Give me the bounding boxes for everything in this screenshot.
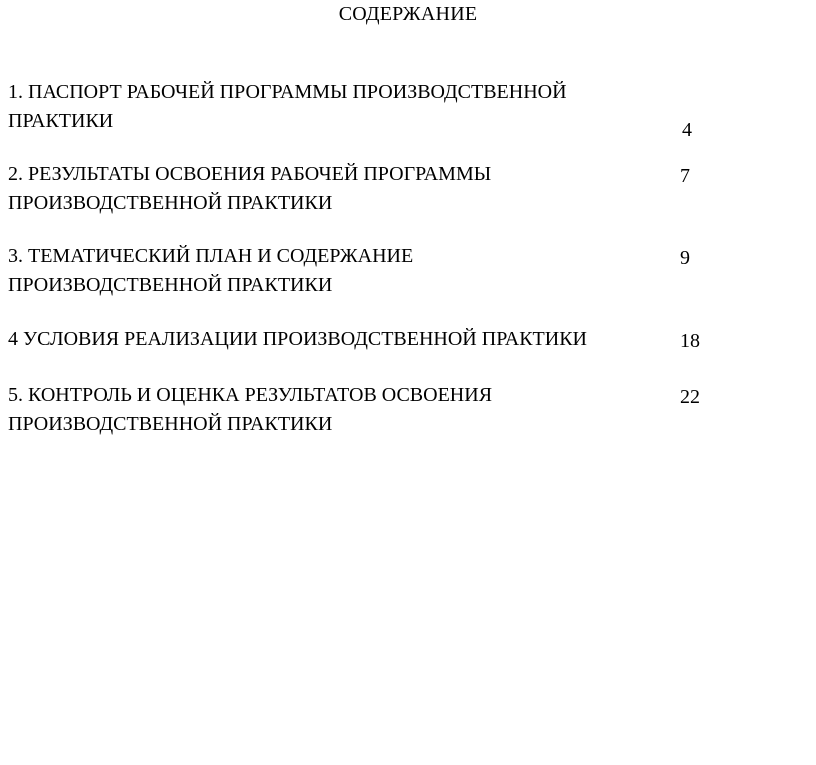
toc-entry-2: 2. РЕЗУЛЬТАТЫ ОСВОЕНИЯ РАБОЧЕЙ ПРОГРАММЫ ПРОИЗВОДСТВЕННОЙ ПРАКТИКИ (8, 163, 492, 214)
toc-entry-5: 5. КОНТРОЛЬ И ОЦЕНКА РЕЗУЛЬТАТОВ ОСВОЕНИЯ ПРОИЗВОДСТВЕННОЙ ПРАКТИКИ (8, 384, 493, 435)
toc-page-number-5: 22 (680, 386, 700, 408)
toc-entry-4: 4 УСЛОВИЯ РЕАЛИЗАЦИИ ПРОИЗВОДСТВЕННОЙ ПРАКТИКИ (8, 328, 587, 350)
document-title: СОДЕРЖАНИЕ (338, 3, 478, 25)
toc-page-number-3: 9 (680, 247, 690, 269)
toc-entry-3: 3. ТЕМАТИЧЕСКИЙ ПЛАН И СОДЕРЖАНИЕ ПРОИЗВОДСТВЕННОЙ ПРАКТИКИ (8, 245, 414, 296)
toc-entry-1: 1. ПАСПОРТ РАБОЧЕЙ ПРОГРАММЫ ПРОИЗВОДСТВЕННОЙ ПРАКТИКИ (8, 81, 567, 132)
toc-page-number-1: 4 (682, 119, 692, 141)
toc-page-number-2: 7 (680, 165, 690, 187)
toc-page-number-4: 18 (680, 330, 700, 352)
